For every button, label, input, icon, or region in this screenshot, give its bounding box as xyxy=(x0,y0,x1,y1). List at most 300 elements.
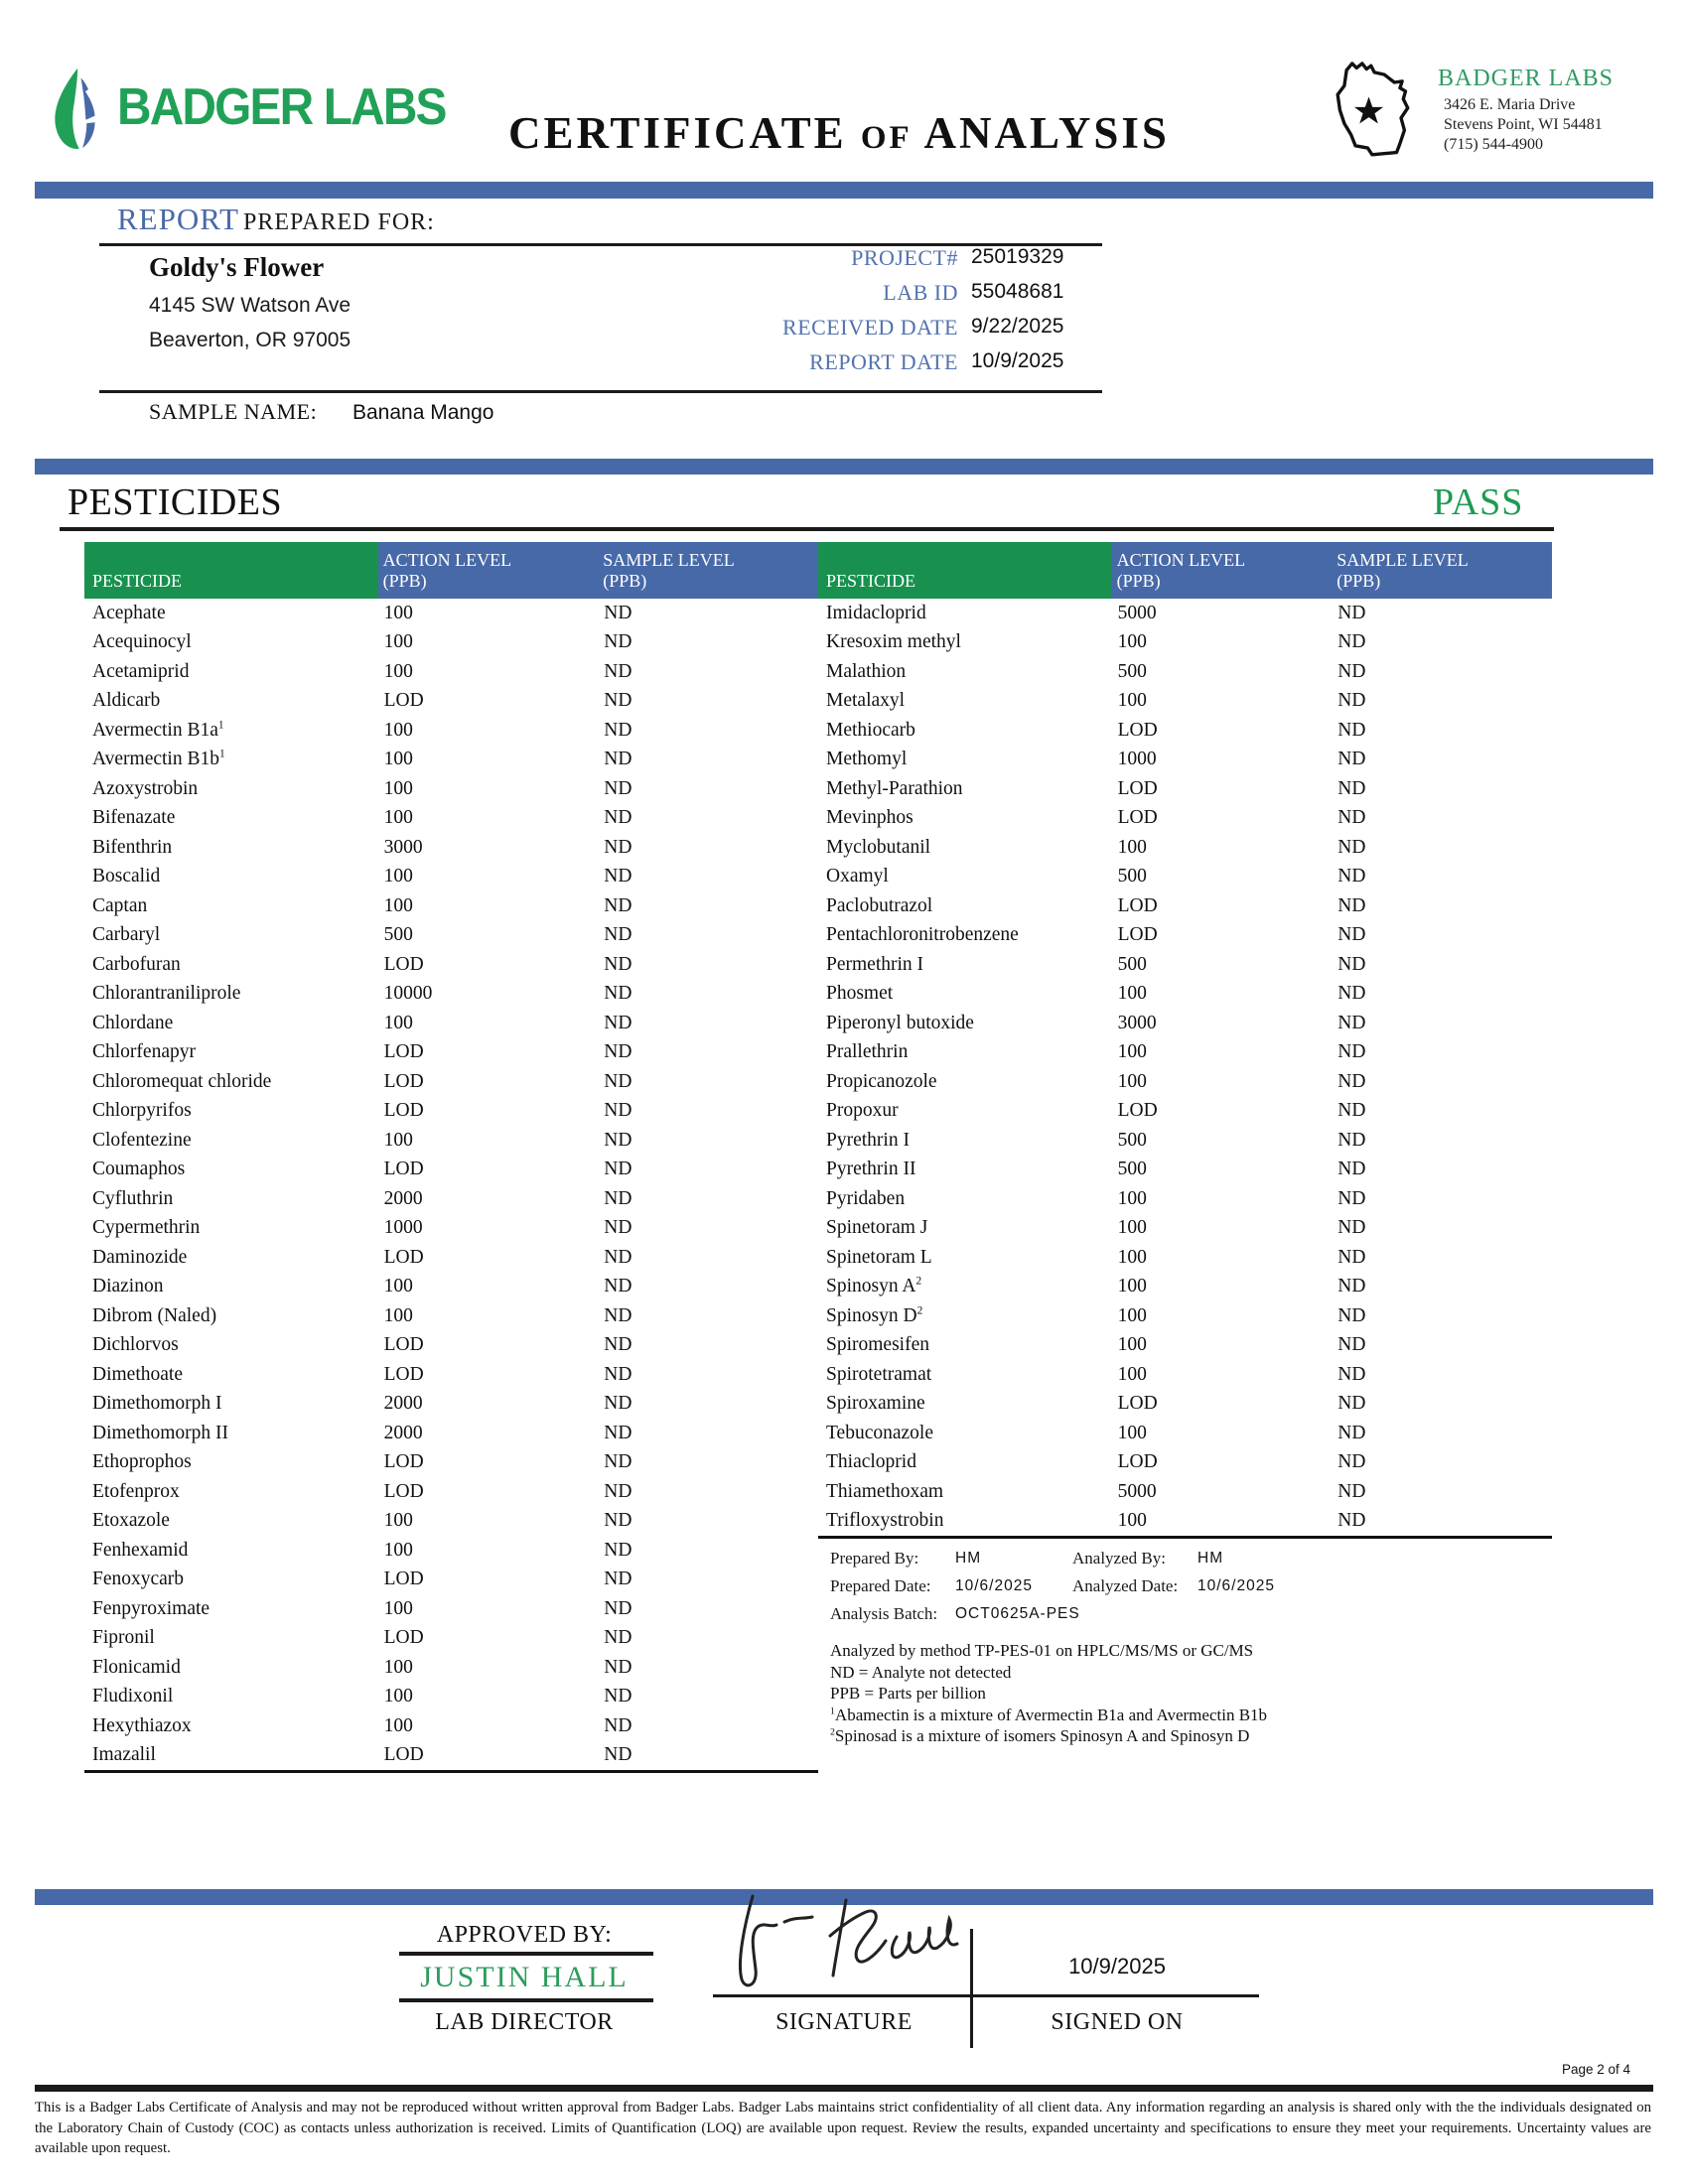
action-level-value: 2000 xyxy=(383,1393,423,1415)
pesticide-name: Mevinphos xyxy=(826,807,914,829)
approved-by-rule-bottom xyxy=(399,1998,653,2002)
sample-level-value: ND xyxy=(604,1451,633,1473)
abamectin-footnote xyxy=(830,1705,1540,1726)
action-level-value: 100 xyxy=(383,1597,413,1619)
pass-status-badge: PASS xyxy=(1433,481,1524,523)
table-row xyxy=(818,863,1552,892)
action-level-value: LOD xyxy=(1117,894,1158,916)
table-row xyxy=(84,1711,818,1741)
pesticide-name: Permethrin I xyxy=(826,953,924,975)
table-row xyxy=(818,1067,1552,1097)
action-level-value: 100 xyxy=(383,807,413,829)
col-header-sample-level xyxy=(598,542,818,599)
action-level-value: 100 xyxy=(383,1686,413,1707)
action-level-value: LOD xyxy=(1117,924,1158,946)
sample-level-value: ND xyxy=(1337,1510,1366,1532)
action-level-value: 100 xyxy=(1117,1041,1147,1063)
table-header-left xyxy=(84,542,818,599)
approved-by-label: APPROVED BY: xyxy=(436,1922,613,1948)
action-level-value: 100 xyxy=(1117,1187,1147,1209)
sample-level-text: SAMPLE LEVEL xyxy=(603,550,735,570)
sample-level-value: ND xyxy=(1337,1304,1366,1326)
pesticide-table-left-body xyxy=(84,599,818,1773)
pesticide-name: Trifloxystrobin xyxy=(826,1510,944,1532)
action-level-value: 3000 xyxy=(1117,1012,1157,1033)
pesticide-name: Fludixonil xyxy=(92,1686,174,1707)
signature-image xyxy=(695,1884,993,1995)
table-row xyxy=(84,1419,818,1448)
table-row xyxy=(818,1097,1552,1127)
pesticide-name: Spinosyn $D^2$ xyxy=(826,1304,923,1326)
table-row xyxy=(818,599,1552,628)
table-row xyxy=(84,804,818,834)
action-level-value: 500 xyxy=(1117,866,1147,887)
sample-level-value: ND xyxy=(1337,1276,1366,1297)
action-level-value: 100 xyxy=(1117,1334,1147,1356)
table-row xyxy=(818,1184,1552,1214)
action-level-value: 100 xyxy=(383,1539,413,1561)
pesticide-name: Pyridaben xyxy=(826,1187,906,1209)
sample-level-value: ND xyxy=(1337,1041,1366,1063)
action-level-value: LOD xyxy=(383,1363,424,1385)
sample-level-value: ND xyxy=(1337,1012,1366,1033)
lab-name: BADGER LABS xyxy=(1438,66,1615,91)
table-row xyxy=(818,833,1552,863)
action-level-value: 2000 xyxy=(383,1187,423,1209)
prepared-date-label: Prepared Date: xyxy=(830,1576,931,1595)
table-row xyxy=(84,599,818,628)
action-level-value: 500 xyxy=(1117,1159,1147,1180)
sample-level-value: ND xyxy=(1337,1217,1366,1239)
sample-level-value: ND xyxy=(604,1187,633,1209)
ppb-definition-note: PPB = Parts per billion xyxy=(830,1684,986,1703)
pesticide-name: Dichlorvos xyxy=(92,1334,179,1356)
pesticide-name: Methyl-Parathion xyxy=(826,777,963,799)
action-level-value: 100 xyxy=(1117,1246,1147,1268)
table-row xyxy=(84,1156,818,1185)
table-row xyxy=(84,1594,818,1624)
table-row xyxy=(84,950,818,980)
action-level-value: 100 xyxy=(383,1656,413,1678)
pesticide-name: Thiacloprid xyxy=(826,1451,916,1473)
action-level-value: 5000 xyxy=(1117,1480,1157,1502)
pesticide-name: Acetamiprid xyxy=(92,660,190,682)
pesticide-name: Dibrom (Naled) xyxy=(92,1304,217,1326)
pesticide-name: Methomyl xyxy=(826,749,908,770)
action-level-value: 100 xyxy=(1117,1363,1147,1385)
rule-under-pesticides-title xyxy=(60,527,1554,531)
approved-by-rule-top xyxy=(399,1952,653,1956)
action-level-value: 100 xyxy=(383,602,413,623)
sample-level-value: ND xyxy=(604,1393,633,1415)
action-level-value: LOD xyxy=(383,1070,424,1092)
pesticide-name: Cypermethrin xyxy=(92,1217,201,1239)
pesticide-name: Bifenthrin xyxy=(92,836,173,858)
sample-level-value: ND xyxy=(604,1686,633,1707)
action-level-value: 100 xyxy=(1117,1276,1147,1297)
prepared-date-value: 10/6/2025 xyxy=(955,1577,1033,1594)
sample-level-value: ND xyxy=(604,1276,633,1297)
table-row xyxy=(818,716,1552,746)
table-row xyxy=(84,1390,818,1420)
table-row xyxy=(84,1566,818,1595)
spinosad-footnote xyxy=(830,1725,1540,1747)
pesticide-name: Phosmet xyxy=(826,983,894,1005)
pesticide-name: Daminozide xyxy=(92,1246,188,1268)
table-row xyxy=(84,1126,818,1156)
sample-level-value: ND xyxy=(604,894,633,916)
pesticide-name: Myclobutanil xyxy=(826,836,931,858)
table-row xyxy=(84,1038,818,1068)
table-row xyxy=(84,716,818,746)
action-level-value: 500 xyxy=(1117,953,1147,975)
table-row xyxy=(818,1126,1552,1156)
table-row xyxy=(84,1301,818,1331)
pesticide-name: Chloromequat chloride xyxy=(92,1070,272,1092)
table-row xyxy=(818,1009,1552,1038)
pesticide-name: Chlorantraniliprole xyxy=(92,983,241,1005)
action-level-value: 1000 xyxy=(1117,749,1157,770)
pesticide-name: Imazalil xyxy=(92,1744,156,1766)
table-row xyxy=(84,891,818,921)
action-level-value: 100 xyxy=(383,1129,413,1151)
table-row xyxy=(818,774,1552,804)
action-level-value: LOD xyxy=(383,1334,424,1356)
prepared-by-label: Prepared By: xyxy=(830,1549,919,1568)
pesticide-name: Tebuconazole xyxy=(826,1422,933,1443)
action-level-value: 100 xyxy=(1117,631,1147,653)
pesticide-name: Captan xyxy=(92,894,148,916)
sample-level-value: ND xyxy=(1337,983,1366,1005)
action-level-value: 100 xyxy=(383,749,413,770)
title-certificate: CERTIFICATE xyxy=(508,108,847,158)
report-date-label: REPORT DATE xyxy=(809,349,958,374)
prepared-by-value: HM xyxy=(955,1550,982,1567)
lab-director-label: LAB DIRECTOR xyxy=(435,2009,614,2035)
sample-level-value: ND xyxy=(1337,1334,1366,1356)
pesticide-name: Dimethomorph II xyxy=(92,1422,229,1443)
sample-level-value: ND xyxy=(1337,1100,1366,1122)
pesticide-name: Clofentezine xyxy=(92,1129,192,1151)
table-row xyxy=(818,1331,1552,1361)
sample-level-value: ND xyxy=(604,1714,633,1736)
sample-level-text: SAMPLE LEVEL xyxy=(1336,550,1469,570)
table-row xyxy=(84,746,818,775)
meta-row-reportdate xyxy=(0,349,1688,381)
sample-level-value: ND xyxy=(604,1246,633,1268)
signature-rule xyxy=(713,1994,1259,1997)
divider-bar-pesticides xyxy=(35,459,1653,475)
sample-level-value: ND xyxy=(1337,953,1366,975)
analyzed-by-value: HM xyxy=(1197,1550,1224,1567)
sample-level-value: ND xyxy=(604,660,633,682)
prepared-analyzed-date-row xyxy=(830,1576,1540,1604)
pesticide-name: Etofenprox xyxy=(92,1480,180,1502)
sample-level-value: ND xyxy=(1337,836,1366,858)
pesticide-name: Spinetoram L xyxy=(826,1246,932,1268)
sample-level-value: ND xyxy=(1337,1451,1366,1473)
meta-row-received xyxy=(0,315,1688,346)
signed-on-label: SIGNED ON xyxy=(1051,2009,1184,2035)
pesticide-name: Fenhexamid xyxy=(92,1539,189,1561)
sample-level-unit: (PPB) xyxy=(1336,571,1381,591)
table-row xyxy=(818,1214,1552,1244)
sample-level-value: ND xyxy=(604,1100,633,1122)
action-level-unit: (PPB) xyxy=(382,571,427,591)
table-row xyxy=(84,1214,818,1244)
table-row xyxy=(818,1360,1552,1390)
pesticide-name: Methiocarb xyxy=(826,719,915,741)
sample-level-value: ND xyxy=(1337,1480,1366,1502)
table-row xyxy=(818,1477,1552,1507)
pesticide-name: Bifenazate xyxy=(92,807,176,829)
table-row xyxy=(818,950,1552,980)
table-row xyxy=(818,891,1552,921)
action-level-value: 100 xyxy=(383,1510,413,1532)
pesticide-name: Pyrethrin II xyxy=(826,1159,916,1180)
action-level-value: 500 xyxy=(1117,1129,1147,1151)
table-row xyxy=(818,1301,1552,1331)
pesticide-name: Chlordane xyxy=(92,1012,174,1033)
footnote-2-text: Spinosad is a mixture of isomers Spinosyn A and Spinosyn D xyxy=(834,1726,1250,1745)
pesticide-name: Boscalid xyxy=(92,866,161,887)
table-row xyxy=(818,628,1552,658)
pesticide-name: Chlorpyrifos xyxy=(92,1100,192,1122)
action-level-value: 100 xyxy=(383,1276,413,1297)
action-level-value: LOD xyxy=(383,1480,424,1502)
wisconsin-state-icon xyxy=(1321,55,1435,166)
sample-level-value: ND xyxy=(604,1569,633,1590)
title-analysis: ANALYSIS xyxy=(923,108,1170,158)
sample-level-unit: (PPB) xyxy=(603,571,647,591)
action-level-value: 100 xyxy=(383,1304,413,1326)
table-row xyxy=(818,1038,1552,1068)
pesticide-name: Paclobutrazol xyxy=(826,894,933,916)
pesticide-name: Acequinocyl xyxy=(92,631,192,653)
rule-above-sample-name xyxy=(99,390,1102,393)
sample-level-value: ND xyxy=(1337,866,1366,887)
pesticide-name: Propoxur xyxy=(826,1100,899,1122)
table-row xyxy=(84,1536,818,1566)
lab-phone: (715) 544-4900 xyxy=(1444,136,1543,153)
pesticide-name: Fenpyroximate xyxy=(92,1597,211,1619)
sample-level-value: ND xyxy=(1337,924,1366,946)
footer-disclaimer: This is a Badger Labs Certificate of Analysis and may not be reproduced without written approval from Badger Labs. Badger Labs maintains strict confidentiality of all client data. Any information regarding an analysis is shared only with the the individuals designated on the Laboratory Chain of Custody (COC) as contacts unless authorization is received. Limits of Quantification (LOQ) are available upon request. Review the results, expanded uncertainty and specifications to ensure they meet your requirements. Uncertainty values are available upon request. xyxy=(35,2100,1651,2156)
action-level-value: 100 xyxy=(383,866,413,887)
pesticide-name: Aldicarb xyxy=(92,690,161,712)
action-level-value: 100 xyxy=(1117,1422,1147,1443)
labid-label: LAB ID xyxy=(883,280,958,305)
action-level-value: LOD xyxy=(1117,1100,1158,1122)
col-header-action-level xyxy=(1112,542,1333,599)
pesticide-name: Ethoprophos xyxy=(92,1451,192,1473)
action-level-value: 5000 xyxy=(1117,602,1157,623)
table-row xyxy=(84,1360,818,1390)
pesticide-name: Avermectin $B1b^1$ xyxy=(92,748,225,770)
pesticide-name: Dimethoate xyxy=(92,1363,183,1385)
table-header-right xyxy=(818,542,1552,599)
col-header-action-level xyxy=(378,542,599,599)
sample-level-value: ND xyxy=(1337,602,1366,623)
sample-level-value: ND xyxy=(1337,1070,1366,1092)
analysis-info-block xyxy=(830,1549,1540,1747)
action-level-value: LOD xyxy=(383,953,424,975)
sample-level-value: ND xyxy=(1337,1187,1366,1209)
table-row xyxy=(818,804,1552,834)
action-level-value: LOD xyxy=(383,1246,424,1268)
table-row xyxy=(818,746,1552,775)
action-level-value: 100 xyxy=(1117,1304,1147,1326)
table-row xyxy=(84,774,818,804)
sample-level-value: ND xyxy=(604,983,633,1005)
table-row xyxy=(84,1477,818,1507)
sample-name-value: Banana Mango xyxy=(352,401,494,424)
footnote-2-marker: 2 xyxy=(830,1726,835,1738)
sample-level-value: ND xyxy=(1337,807,1366,829)
table-row xyxy=(84,1507,818,1537)
action-level-value: LOD xyxy=(383,1451,424,1473)
table-row xyxy=(818,1390,1552,1420)
table-row xyxy=(818,921,1552,951)
action-level-value: 100 xyxy=(383,1012,413,1033)
action-level-value: LOD xyxy=(383,1744,424,1766)
page-title xyxy=(508,107,1170,159)
action-level-value: 100 xyxy=(383,719,413,741)
sample-level-value: ND xyxy=(1337,1246,1366,1268)
project-value: 25019329 xyxy=(971,245,1064,268)
received-date-label: RECEIVED DATE xyxy=(782,315,958,340)
sample-level-value: ND xyxy=(1337,1129,1366,1151)
action-level-value: LOD xyxy=(1117,719,1158,741)
pesticide-name: Spinetoram J xyxy=(826,1217,928,1239)
action-level-value: LOD xyxy=(383,690,424,712)
sample-level-value: ND xyxy=(604,1012,633,1033)
table-row xyxy=(84,980,818,1010)
action-level-value: 100 xyxy=(383,631,413,653)
sample-level-value: ND xyxy=(1337,631,1366,653)
action-level-value: 100 xyxy=(383,1714,413,1736)
pesticide-name: Thiamethoxam xyxy=(826,1480,944,1502)
action-level-value: LOD xyxy=(383,1100,424,1122)
sample-level-value: ND xyxy=(604,1539,633,1561)
pesticide-name: Fenoxycarb xyxy=(92,1569,185,1590)
sample-level-value: ND xyxy=(604,836,633,858)
project-label: PROJECT# xyxy=(851,245,958,270)
sample-level-value: ND xyxy=(1337,1363,1366,1385)
report-word: REPORT xyxy=(117,202,239,236)
analyzed-date-label: Analyzed Date: xyxy=(1072,1576,1179,1595)
action-level-value: 100 xyxy=(1117,690,1147,712)
pesticide-name: Imidacloprid xyxy=(826,602,926,623)
pesticide-name: Spinosyn $A^2$ xyxy=(826,1275,922,1297)
sample-level-value: ND xyxy=(1337,1393,1366,1415)
sample-level-value: ND xyxy=(604,1041,633,1063)
table-row xyxy=(84,1009,818,1038)
sample-level-value: ND xyxy=(1337,894,1366,916)
sample-level-value: ND xyxy=(604,1744,633,1766)
action-level-value: 100 xyxy=(1117,1070,1147,1092)
sample-level-value: ND xyxy=(604,1217,633,1239)
col-header-sample-level xyxy=(1332,542,1552,599)
footnote-1-text: Abamectin is a mixture of Avermectin B1a and Avermectin B1b xyxy=(834,1705,1268,1724)
sample-level-value: ND xyxy=(604,1070,633,1092)
pesticide-name: Acephate xyxy=(92,602,166,623)
action-level-value: 1000 xyxy=(383,1217,423,1239)
pesticide-name: Spirotetramat xyxy=(826,1363,932,1385)
pesticide-name: Propicanozole xyxy=(826,1070,937,1092)
table-row xyxy=(84,1683,818,1712)
client-address-line2: Beaverton, OR 97005 xyxy=(149,329,352,351)
pesticide-name: Piperonyl butoxide xyxy=(826,1012,974,1033)
action-level-value: LOD xyxy=(1117,1451,1158,1473)
sample-level-value: ND xyxy=(1337,749,1366,770)
action-level-value: LOD xyxy=(383,1159,424,1180)
analyzed-date-value: 10/6/2025 xyxy=(1197,1577,1275,1594)
pesticide-name: Pyrethrin I xyxy=(826,1129,910,1151)
pesticide-name: Metalaxyl xyxy=(826,690,906,712)
action-level-unit: (PPB) xyxy=(1116,571,1161,591)
action-level-value: 10000 xyxy=(383,983,433,1005)
pesticide-name: Prallethrin xyxy=(826,1041,909,1063)
sample-level-value: ND xyxy=(604,924,633,946)
action-level-value: 100 xyxy=(1117,1217,1147,1239)
pesticide-name: Cyfluthrin xyxy=(92,1187,174,1209)
pesticide-name: Etoxazole xyxy=(92,1510,170,1532)
table-row xyxy=(84,1741,818,1771)
pesticide-name: Avermectin $B1a^1$ xyxy=(92,719,224,741)
action-level-value: LOD xyxy=(1117,1393,1158,1415)
method-note: Analyzed by method TP-PES-01 on HPLC/MS/MS or GC/MS xyxy=(830,1641,1254,1660)
sample-level-value: ND xyxy=(604,1159,633,1180)
nd-definition-note: ND = Analyte not detected xyxy=(830,1662,1012,1682)
meta-row-labid xyxy=(0,280,1688,312)
table-row xyxy=(818,1243,1552,1273)
page-number: Page 2 of 4 xyxy=(1561,2062,1630,2077)
pesticides-table-left xyxy=(84,542,818,1773)
pesticide-name: Pentachloronitrobenzene xyxy=(826,924,1019,946)
pesticide-name: Diazinon xyxy=(92,1276,164,1297)
sample-level-value: ND xyxy=(604,1597,633,1619)
sample-name-label: SAMPLE NAME: xyxy=(149,399,318,424)
pesticide-name: Carbaryl xyxy=(92,924,161,946)
table-row xyxy=(84,1243,818,1273)
table-row xyxy=(818,1156,1552,1185)
table-row xyxy=(818,657,1552,687)
table-row xyxy=(84,1184,818,1214)
approver-name: JUSTIN HALL xyxy=(420,1961,629,1993)
table-row xyxy=(818,1419,1552,1448)
signed-date: 10/9/2025 xyxy=(1068,1954,1166,1979)
table-row xyxy=(84,1624,818,1654)
table-row xyxy=(818,687,1552,717)
pesticide-name: Fipronil xyxy=(92,1627,155,1649)
signature-label: SIGNATURE xyxy=(775,2009,913,2035)
table-row xyxy=(818,1448,1552,1478)
sample-level-value: ND xyxy=(604,866,633,887)
pesticide-name: Dimethomorph I xyxy=(92,1393,222,1415)
analysis-notes xyxy=(830,1640,1540,1747)
sample-level-value: ND xyxy=(604,1422,633,1443)
col-header-pesticide: PESTICIDE xyxy=(84,542,378,599)
action-level-text: ACTION LEVEL xyxy=(382,550,512,570)
table-row xyxy=(84,657,818,687)
table-row xyxy=(84,1653,818,1683)
sample-level-value: ND xyxy=(604,953,633,975)
sample-level-value: ND xyxy=(604,602,633,623)
sample-level-value: ND xyxy=(1337,1422,1366,1443)
action-level-value: LOD xyxy=(383,1569,424,1590)
badger-labs-leaf-logo-icon xyxy=(50,68,107,151)
